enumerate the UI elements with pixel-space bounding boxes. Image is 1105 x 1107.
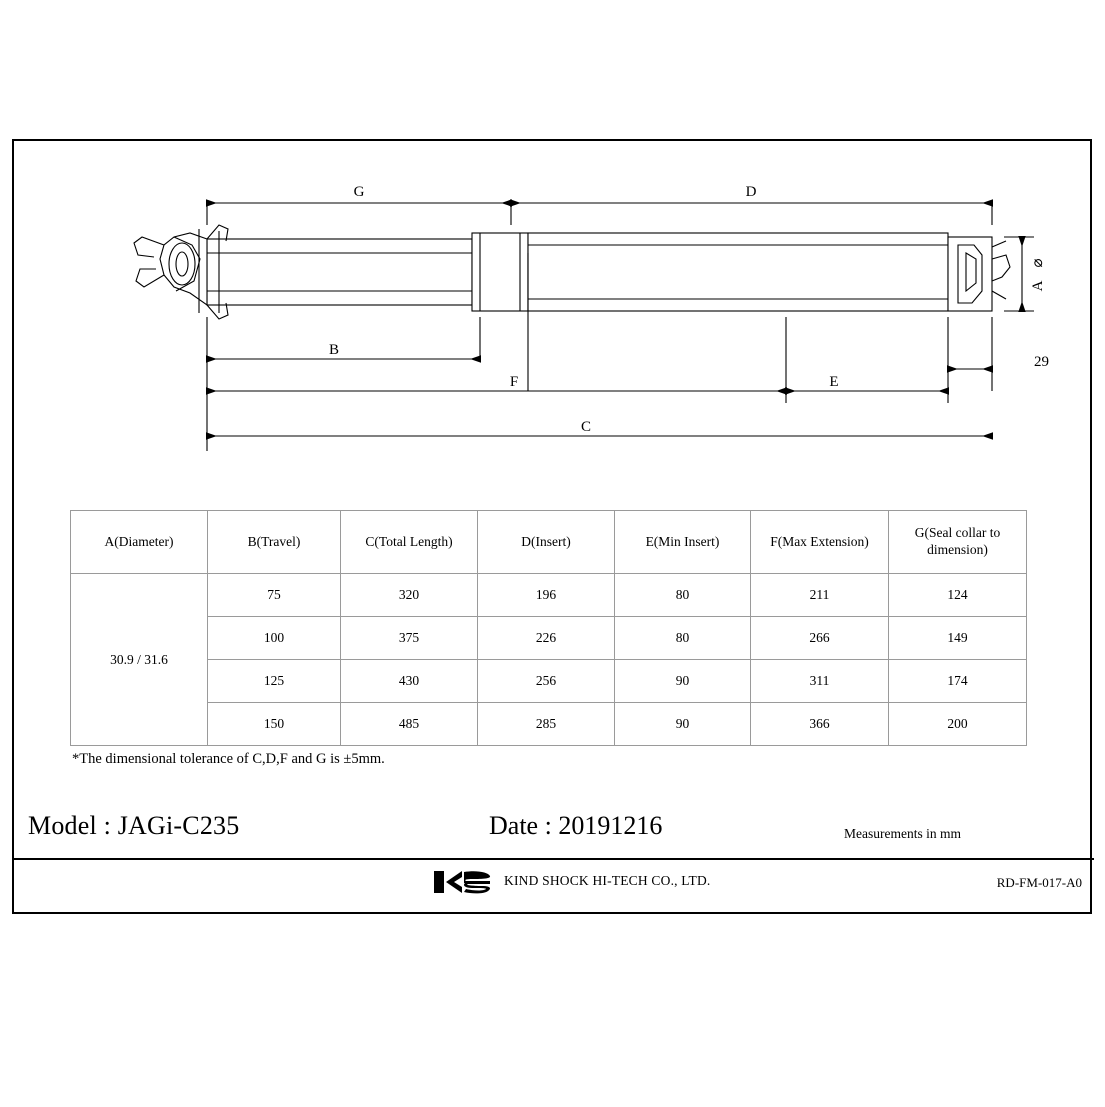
ks-logo-icon (432, 869, 494, 895)
seatpost-drawing (14, 141, 1094, 486)
cell-f-1: 266 (751, 617, 889, 660)
cell-b-1: 100 (208, 617, 341, 660)
cell-d-3: 285 (478, 703, 615, 746)
specifications-table (70, 510, 1027, 746)
cell-e-2: 90 (615, 660, 751, 703)
cell-b-0: 75 (208, 574, 341, 617)
dim-label-C: C (580, 419, 592, 435)
cell-c-0: 320 (341, 574, 478, 617)
cell-e-1: 80 (615, 617, 751, 660)
cell-b-2: 125 (208, 660, 341, 703)
model-value: JAGi-C235 (117, 811, 240, 840)
dim-label-E: E (829, 374, 839, 390)
document-code: RD-FM-017-A0 (996, 875, 1082, 890)
dim-label-29: 29 (1034, 354, 1049, 370)
table-header-row (71, 511, 1027, 574)
cell-c-3: 485 (341, 703, 478, 746)
cell-e-0: 80 (615, 574, 751, 617)
units-note: Measurements in mm (844, 826, 961, 841)
cell-diameter: 30.9 / 31.6 (71, 574, 208, 746)
cell-d-1: 226 (478, 617, 615, 660)
tolerance-note: *The dimensional tolerance of C,D,F and G is ±5mm. (72, 751, 385, 767)
dim-label-D: D (745, 184, 757, 200)
company-row (14, 866, 1094, 911)
table-row (71, 703, 1027, 746)
cell-g-1: 149 (889, 617, 1027, 660)
cell-g-3: 200 (889, 703, 1027, 746)
diameter-symbol: ⌀ (1030, 258, 1046, 268)
table-row (71, 617, 1027, 660)
header-a-diameter: A(Diameter) (71, 511, 208, 574)
cell-c-2: 430 (341, 660, 478, 703)
date-block (489, 811, 662, 841)
dim-label-B: B (328, 342, 340, 358)
cell-g-2: 174 (889, 660, 1027, 703)
date-value: 20191216 (558, 811, 663, 840)
table-row (71, 660, 1027, 703)
model-label: Model : (28, 811, 112, 840)
company-name: KIND SHOCK HI-TECH CO., LTD. (504, 873, 711, 888)
cell-b-3: 150 (208, 703, 341, 746)
header-c-total-length: C(Total Length) (341, 511, 478, 574)
header-g-seal-collar: G(Seal collar to dimension) (889, 511, 1027, 574)
cell-f-0: 211 (751, 574, 889, 617)
dim-label-A: A (1030, 280, 1046, 292)
footer-divider (14, 858, 1094, 860)
cell-g-0: 124 (889, 574, 1027, 617)
header-d-insert: D(Insert) (478, 511, 615, 574)
header-b-travel: B(Travel) (208, 511, 341, 574)
header-f-max-extension: F(Max Extension) (751, 511, 889, 574)
cell-e-3: 90 (615, 703, 751, 746)
cell-f-2: 311 (751, 660, 889, 703)
drawing-sheet (12, 139, 1092, 914)
dim-label-G: G (353, 184, 365, 200)
cell-d-2: 256 (478, 660, 615, 703)
cell-d-0: 196 (478, 574, 615, 617)
cell-c-1: 375 (341, 617, 478, 660)
date-label: Date : (489, 811, 552, 840)
table-row (71, 574, 1027, 617)
header-e-min-insert: E(Min Insert) (615, 511, 751, 574)
cell-f-3: 366 (751, 703, 889, 746)
model-block (28, 811, 239, 841)
dim-label-F: F (509, 374, 519, 390)
